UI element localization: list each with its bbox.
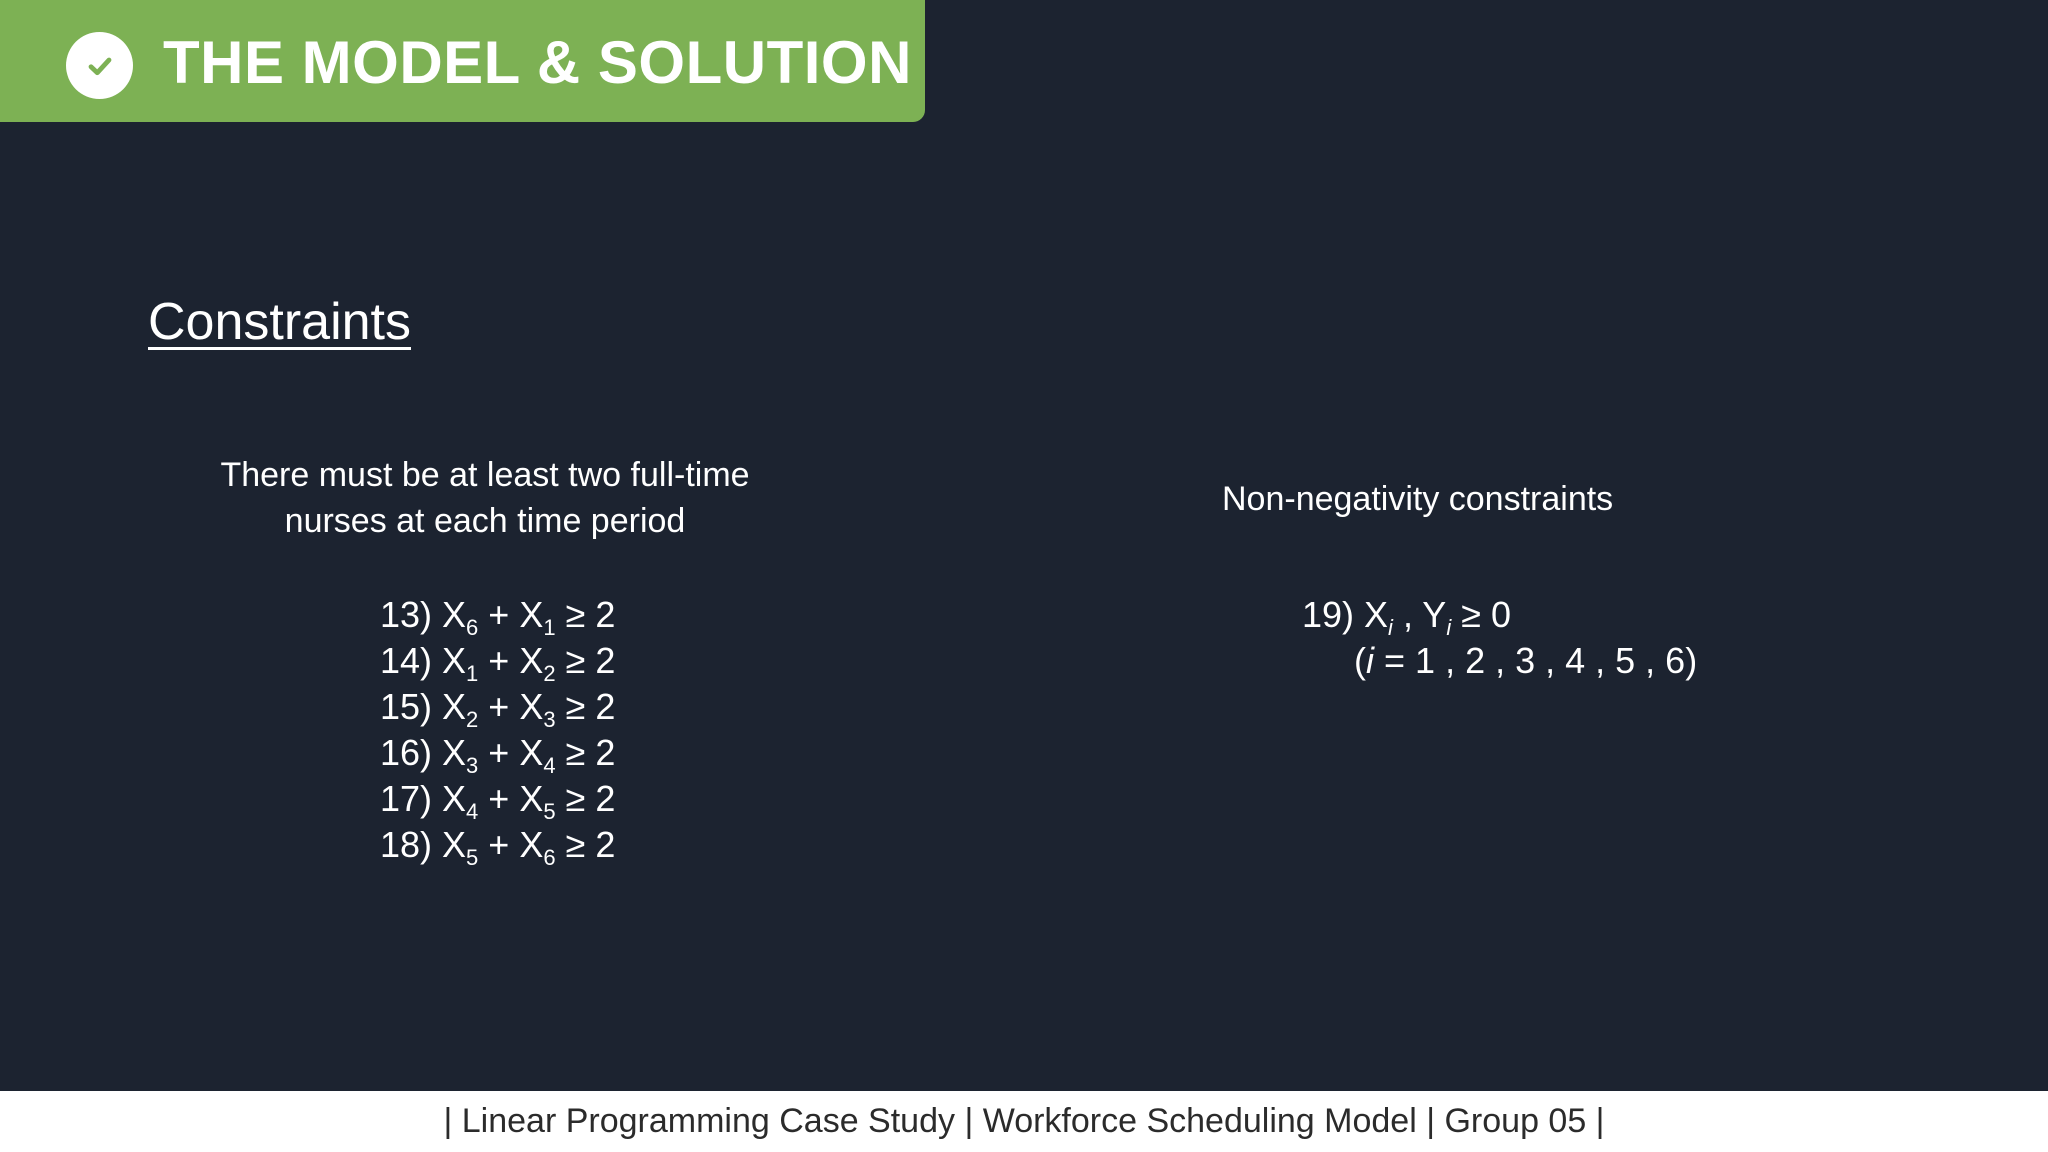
description-line: nurses at each time period xyxy=(284,502,686,540)
constraint-row: 15) $X_2 + X_3 \ge 2$ xyxy=(380,686,616,732)
nonneg-line: 19) $X_i$ , $Y_i \ge 0$ xyxy=(1302,594,1511,640)
constraint-row: 14) $X_1 + X_2 \ge 2$ xyxy=(380,640,616,686)
page-title: THE MODEL & SOLUTION xyxy=(163,29,912,96)
description-line: There must be at least two full-time xyxy=(220,456,750,494)
constraint-row: 13) $X_6 + X_1 \ge 2$ xyxy=(380,594,616,640)
footer-bar: | Linear Programming Case Study | Workforce Scheduling Model | Group 05 | xyxy=(0,1091,2048,1152)
nonnegativity-constraint xyxy=(1302,592,1697,684)
constraint-row: 18) $X_5 + X_6 \ge 2$ xyxy=(380,824,616,870)
header-banner xyxy=(0,0,925,122)
nonneg-domain: (i = 1 , 2 , 3 , 4 , 5 , 6) xyxy=(1354,640,1698,681)
constraint-list xyxy=(380,592,615,868)
check-circle-icon xyxy=(66,32,133,99)
section-heading: Constraints xyxy=(148,293,411,351)
constraint-row: 17) $X_4 + X_5 \ge 2$ xyxy=(380,778,616,824)
constraint-description xyxy=(185,452,785,544)
constraint-row: 16) $X_3 + X_4 \ge 2$ xyxy=(380,732,616,778)
nonnegativity-heading: Non-negativity constraints xyxy=(1222,480,1614,518)
